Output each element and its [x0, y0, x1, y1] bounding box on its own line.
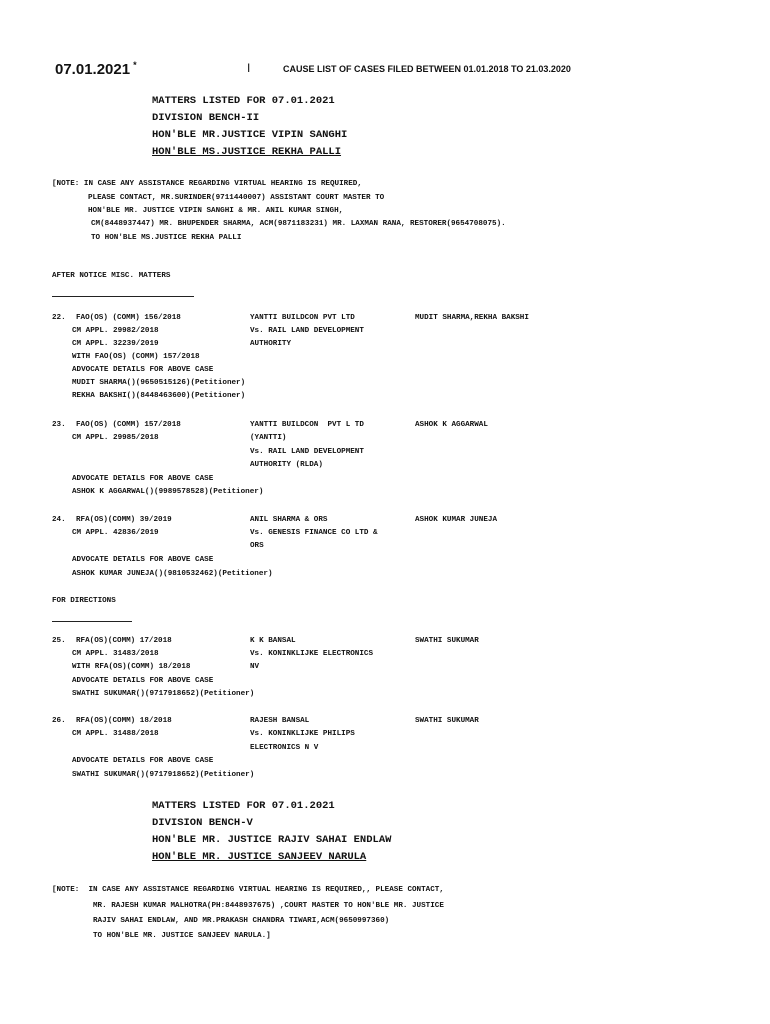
- party-line: Vs. GENESIS FINANCE CO LTD &: [250, 529, 378, 537]
- party-line: AUTHORITY: [250, 340, 292, 348]
- party-line: ANIL SHARMA & ORS: [250, 516, 328, 524]
- section-rule: [52, 296, 194, 297]
- case-number: 26.: [52, 717, 66, 725]
- case-line: CM APPL. 31483/2018: [72, 650, 159, 658]
- bench2-note-line-4: TO HON'BLE MR. JUSTICE SANJEEV NARULA.]: [93, 932, 271, 940]
- bench1-note-line-4: CM(8448937447) MR. BHUPENDER SHARMA, ACM(9871183231) MR. LAXMAN RANA, RESTORER(9654708075).: [91, 220, 506, 228]
- case-number: 23.: [52, 421, 66, 429]
- bench1-note-line-1: [NOTE: IN CASE ANY ASSISTANCE REGARDING VIRTUAL HEARING IS REQUIRED,: [52, 180, 362, 188]
- party-line: NV: [250, 663, 260, 671]
- bench1-note-line-5: TO HON'BLE MS.JUSTICE REKHA PALLI: [91, 234, 242, 242]
- section-for-directions: FOR DIRECTIONS: [52, 597, 116, 605]
- advocate-details-label: ADVOCATE DETAILS FOR ABOVE CASE: [72, 757, 214, 765]
- party-line: RAJESH BANSAL: [250, 717, 310, 725]
- section-after-notice: AFTER NOTICE MISC. MATTERS: [52, 272, 171, 280]
- bench2-note-line-1: [NOTE: IN CASE ANY ASSISTANCE REGARDING VIRTUAL HEARING IS REQUIRED,, PLEASE CONTACT,: [52, 886, 444, 894]
- bench2-line-1: MATTERS LISTED FOR 07.01.2021: [152, 800, 335, 812]
- advocate-name: MUDIT SHARMA,REKHA BAKSHI: [415, 314, 529, 322]
- case-line: CM APPL. 32239/2019: [72, 340, 159, 348]
- party-line: K K BANSAL: [250, 637, 296, 645]
- case-line: WITH RFA(OS)(COMM) 18/2018: [72, 663, 191, 671]
- case-line: CM APPL. 29985/2018: [72, 434, 159, 442]
- advocate-name: SWATHI SUKUMAR: [415, 717, 479, 725]
- bench2-line-2: DIVISION BENCH-V: [152, 817, 253, 829]
- party-line: ELECTRONICS N V: [250, 744, 319, 752]
- bench1-line-2: DIVISION BENCH-II: [152, 112, 260, 124]
- party-line: Vs. RAIL LAND DEVELOPMENT: [250, 327, 364, 335]
- bench1-line-3: HON'BLE MR.JUSTICE VIPIN SANGHI: [152, 129, 348, 141]
- bench2-line-4: HON'BLE MR. JUSTICE SANJEEV NARULA: [152, 851, 367, 863]
- bench2-note-line-2: MR. RAJESH KUMAR MALHOTRA(PH:8448937675) ,COURT MASTER TO HON'BLE MR. JUSTICE: [93, 902, 444, 910]
- advocate-details-label: ADVOCATE DETAILS FOR ABOVE CASE: [72, 475, 214, 483]
- party-line: ORS: [250, 542, 264, 550]
- case-number: 22.: [52, 314, 66, 322]
- advocate-name: ASHOK K AGGARWAL: [415, 421, 488, 429]
- bench2-line-3: HON'BLE MR. JUSTICE RAJIV SAHAI ENDLAW: [152, 834, 392, 846]
- bench2-note-line-3: RAJIV SAHAI ENDLAW, AND MR.PRAKASH CHANDRA TIWARI,ACM(9650997360): [93, 917, 390, 925]
- page-mark: I: [247, 61, 251, 75]
- date-mark: *: [133, 60, 137, 70]
- party-line: (YANTTI): [250, 434, 287, 442]
- case-line: FAO(OS) (COMM) 156/2018: [76, 314, 181, 322]
- case-number: 25.: [52, 637, 66, 645]
- party-line: YANTTI BUILDCON PVT L TD: [250, 421, 364, 429]
- case-number: 24.: [52, 516, 66, 524]
- case-line: RFA(OS)(COMM) 18/2018: [76, 717, 172, 725]
- advocate-detail: SWATHI SUKUMAR()(9717918652)(Petitioner): [72, 690, 255, 698]
- bench1-line-4: HON'BLE MS.JUSTICE REKHA PALLI: [152, 146, 342, 158]
- cause-list-title: CAUSE LIST OF CASES FILED BETWEEN 01.01.2018 TO 21.03.2020: [283, 64, 571, 74]
- bench1-note-line-2: PLEASE CONTACT, MR.SURINDER(9711440007) ASSISTANT COURT MASTER TO: [88, 194, 385, 202]
- party-line: YANTTI BUILDCON PVT LTD: [250, 314, 355, 322]
- advocate-detail: REKHA BAKSHI()(8448463600)(Petitioner): [72, 392, 246, 400]
- case-line: RFA(OS)(COMM) 39/2019: [76, 516, 172, 524]
- party-line: AUTHORITY (RLDA): [250, 461, 323, 469]
- case-line: FAO(OS) (COMM) 157/2018: [76, 421, 181, 429]
- bench1-note-line-3: HON'BLE MR. JUSTICE VIPIN SANGHI & MR. ANIL KUMAR SINGH,: [88, 207, 344, 215]
- advocate-details-label: ADVOCATE DETAILS FOR ABOVE CASE: [72, 366, 214, 374]
- section-rule: [52, 621, 132, 622]
- advocate-detail: MUDIT SHARMA()(9650515126)(Petitioner): [72, 379, 246, 387]
- advocate-detail: ASHOK K AGGARWAL()(9989578528)(Petitioner): [72, 488, 264, 496]
- advocate-detail: SWATHI SUKUMAR()(9717918652)(Petitioner): [72, 771, 255, 779]
- bench1-line-1: MATTERS LISTED FOR 07.01.2021: [152, 95, 335, 107]
- list-date: 07.01.2021 *: [55, 60, 137, 78]
- party-line: Vs. KONINKLIJKE ELECTRONICS: [250, 650, 374, 658]
- party-line: Vs. KONINKLIJKE PHILIPS: [250, 730, 355, 738]
- case-line: WITH FAO(OS) (COMM) 157/2018: [72, 353, 200, 361]
- case-line: RFA(OS)(COMM) 17/2018: [76, 637, 172, 645]
- party-line: Vs. RAIL LAND DEVELOPMENT: [250, 448, 364, 456]
- case-line: CM APPL. 31488/2018: [72, 730, 159, 738]
- case-line: CM APPL. 42836/2019: [72, 529, 159, 537]
- advocate-name: ASHOK KUMAR JUNEJA: [415, 516, 498, 524]
- advocate-details-label: ADVOCATE DETAILS FOR ABOVE CASE: [72, 677, 214, 685]
- advocate-detail: ASHOK KUMAR JUNEJA()(9810532462)(Petitioner): [72, 570, 273, 578]
- case-line: CM APPL. 29982/2018: [72, 327, 159, 335]
- advocate-name: SWATHI SUKUMAR: [415, 637, 479, 645]
- advocate-details-label: ADVOCATE DETAILS FOR ABOVE CASE: [72, 556, 214, 564]
